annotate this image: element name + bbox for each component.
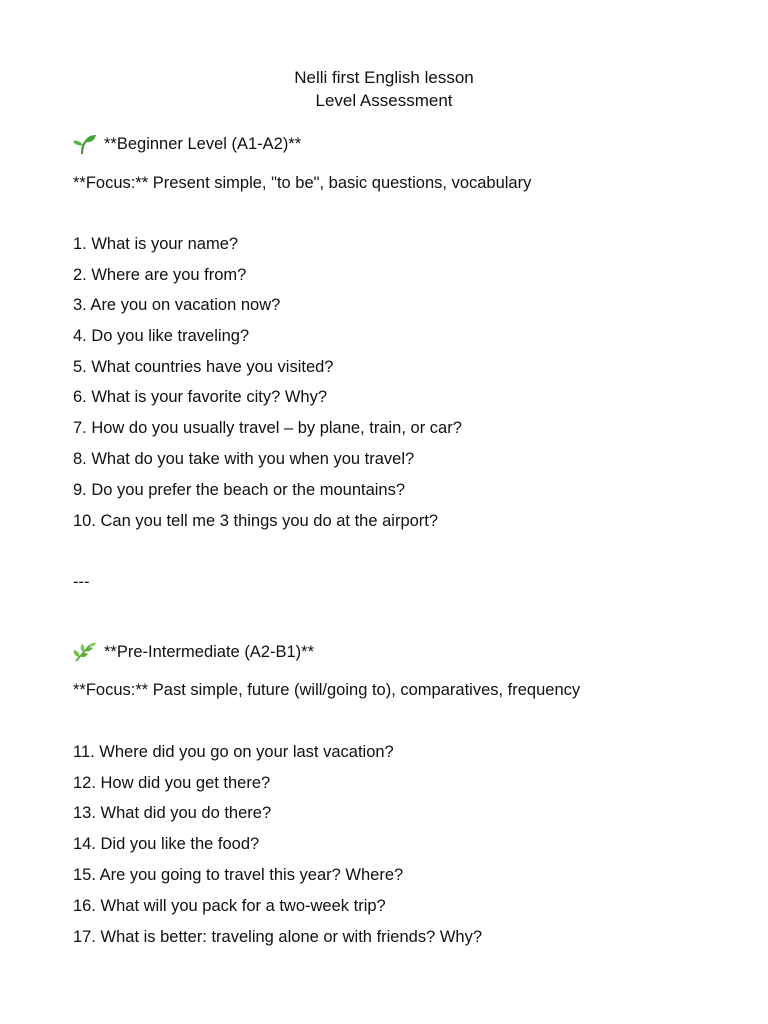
- list-item: 7. How do you usually travel – by plane, train, or car?: [73, 419, 462, 437]
- list-item: 17. What is better: traveling alone or with friends? Why?: [73, 928, 483, 946]
- list-item: 12. How did you get there?: [73, 774, 271, 792]
- section-heading-pre-intermediate: [73, 642, 314, 662]
- document-subtitle: Level Assessment: [315, 91, 453, 110]
- list-item: 15. Are you going to travel this year? Where?: [73, 866, 404, 884]
- list-item: 11. Where did you go on your last vacation?: [73, 743, 394, 761]
- list-item: 8. What do you take with you when you travel?: [73, 450, 415, 468]
- seedling-icon: [73, 134, 97, 154]
- document-title: Nelli first English lesson: [294, 68, 474, 87]
- herb-icon: [73, 642, 97, 662]
- list-item: 16. What will you pack for a two-week trip?: [73, 897, 386, 915]
- list-item: 5. What countries have you visited?: [73, 358, 334, 376]
- section-heading-beginner: [73, 134, 301, 154]
- section-focus: **Focus:** Present simple, "to be", basic questions, vocabulary: [73, 174, 532, 192]
- separator: ---: [73, 573, 90, 591]
- list-item: 13. What did you do there?: [73, 804, 272, 822]
- section-heading-label: **Pre-Intermediate (A2-B1)**: [104, 643, 315, 661]
- section-focus: **Focus:** Past simple, future (will/going to), comparatives, frequency: [73, 681, 581, 699]
- list-item: 2. Where are you from?: [73, 266, 247, 284]
- list-item: 9. Do you prefer the beach or the mountains?: [73, 481, 406, 499]
- list-item: 14. Did you like the food?: [73, 835, 260, 853]
- list-item: 4. Do you like traveling?: [73, 327, 250, 345]
- section-heading-label: **Beginner Level (A1-A2)**: [104, 135, 302, 153]
- list-item: 10. Can you tell me 3 things you do at the airport?: [73, 512, 439, 530]
- list-item: 3. Are you on vacation now?: [73, 296, 281, 314]
- list-item: 6. What is your favorite city? Why?: [73, 388, 328, 406]
- list-item: 1. What is your name?: [73, 235, 239, 253]
